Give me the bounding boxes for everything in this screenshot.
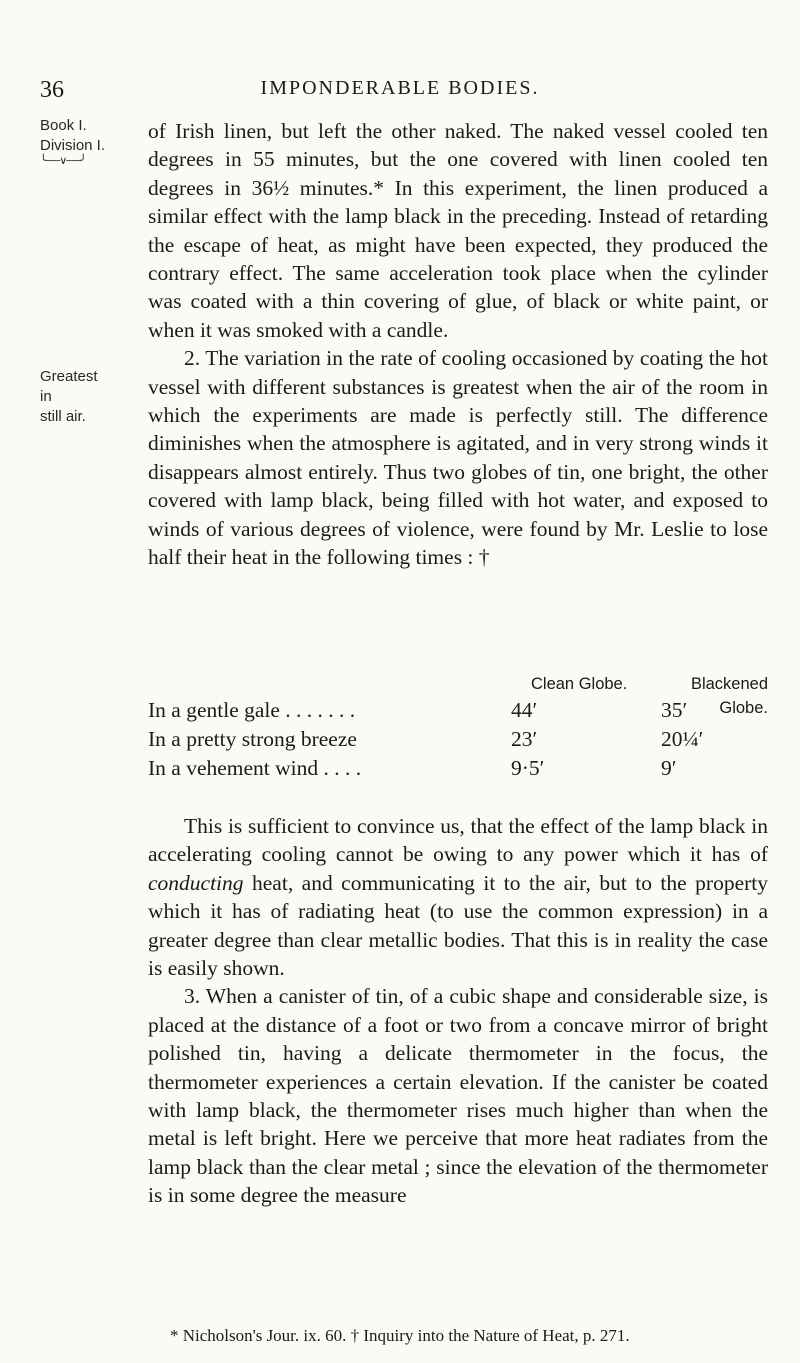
- blackened-value: 35′: [661, 698, 688, 722]
- margin-note-still-air: [40, 367, 110, 427]
- page-header: [0, 77, 800, 107]
- division-label: Division I.: [40, 137, 106, 154]
- row-label: In a gentle gale . . . . . . .: [148, 698, 356, 722]
- row-label: In a vehement wind . . . .: [148, 756, 362, 780]
- book-label: Book I.: [40, 117, 87, 134]
- column-header-clean: Clean Globe.: [531, 675, 628, 693]
- footnotes: * Nicholson's Jour. ix. 60. † Inquiry into the Nature of Heat, p. 271.: [170, 1326, 630, 1345]
- column-header-blackened: Blackened Globe.: [690, 675, 768, 717]
- clean-value: 44′: [511, 698, 538, 722]
- brace-icon: ╰──∨──╯: [40, 155, 86, 167]
- running-title: IMPONDERABLE BODIES.: [260, 77, 540, 99]
- body-text-upper: [148, 117, 768, 572]
- margin-note-line: still air.: [40, 408, 86, 425]
- blackened-value: 9′: [661, 756, 677, 780]
- paragraph-3: [148, 812, 768, 982]
- table-row: [148, 754, 768, 783]
- margin-note-line: Greatest in: [40, 368, 98, 405]
- paragraph-3-text: heat, and communicating it to the air, but to the property which it has of radiating heat (to use the common expression) in a greater degree than clear metallic bodies. That this is in reality the case is easily shown.: [148, 870, 768, 981]
- book-division-note: [40, 116, 110, 166]
- row-label: In a pretty strong breeze: [148, 727, 357, 751]
- page-number: 36: [40, 77, 64, 103]
- emphasis: conducting: [148, 870, 244, 895]
- clean-value: 9·5′: [511, 756, 545, 780]
- table-row: [148, 725, 768, 754]
- body-text-lower: [148, 812, 768, 1210]
- table-row: [148, 696, 768, 725]
- paragraph-4: 3. When a canister of tin, of a cubic shape and considerable size, is placed at the distance of a foot or two from a concave mirror of bright polished tin, having a delicate thermometer in the focus, the thermometer experiences a certain elevation. If the canister be coated with lamp black, the thermometer rises much higher than when the metal is left bright. Here we perceive that more heat radiates from the lamp black than the clear metal ; since the elevation of the thermometer is in some degree the measure: [148, 984, 768, 1208]
- clean-value: 23′: [511, 727, 538, 751]
- cooling-times-table: [148, 672, 768, 783]
- paragraph-3-text: This is sufficient to convince us, that the effect of the lamp black in accelerating cooling cannot be owing to any power which it has of: [148, 814, 768, 867]
- paragraph-2: 2. The variation in the rate of cooling occasioned by coating the hot vessel with different substances is greatest when the air of the room in which the experiments are made is perfectly still. The difference diminishes when the atmosphere is agitated, and in very strong winds it disappears almost entirely. Thus two globes of tin, one bright, the other covered with lamp black, being filled with hot water, and exposed to winds of various degrees of violence, were found by Mr. Leslie to lose half their heat in the following times : †: [148, 346, 768, 570]
- paragraph-1: of Irish linen, but left the other naked. The naked vessel cooled ten degrees in 55 minutes, but the one covered with linen cooled ten degrees in 36½ minutes.* In this experiment, the linen produced a similar effect with the lamp black in the preceding. Instead of retarding the escape of heat, as might have been expected, they produced the contrary effect. The same acceleration took place when the cylinder was coated with a thin covering of glue, of black or white paint, or when it was smoked with a candle.: [148, 119, 768, 342]
- blackened-value: 20¼′: [661, 727, 704, 751]
